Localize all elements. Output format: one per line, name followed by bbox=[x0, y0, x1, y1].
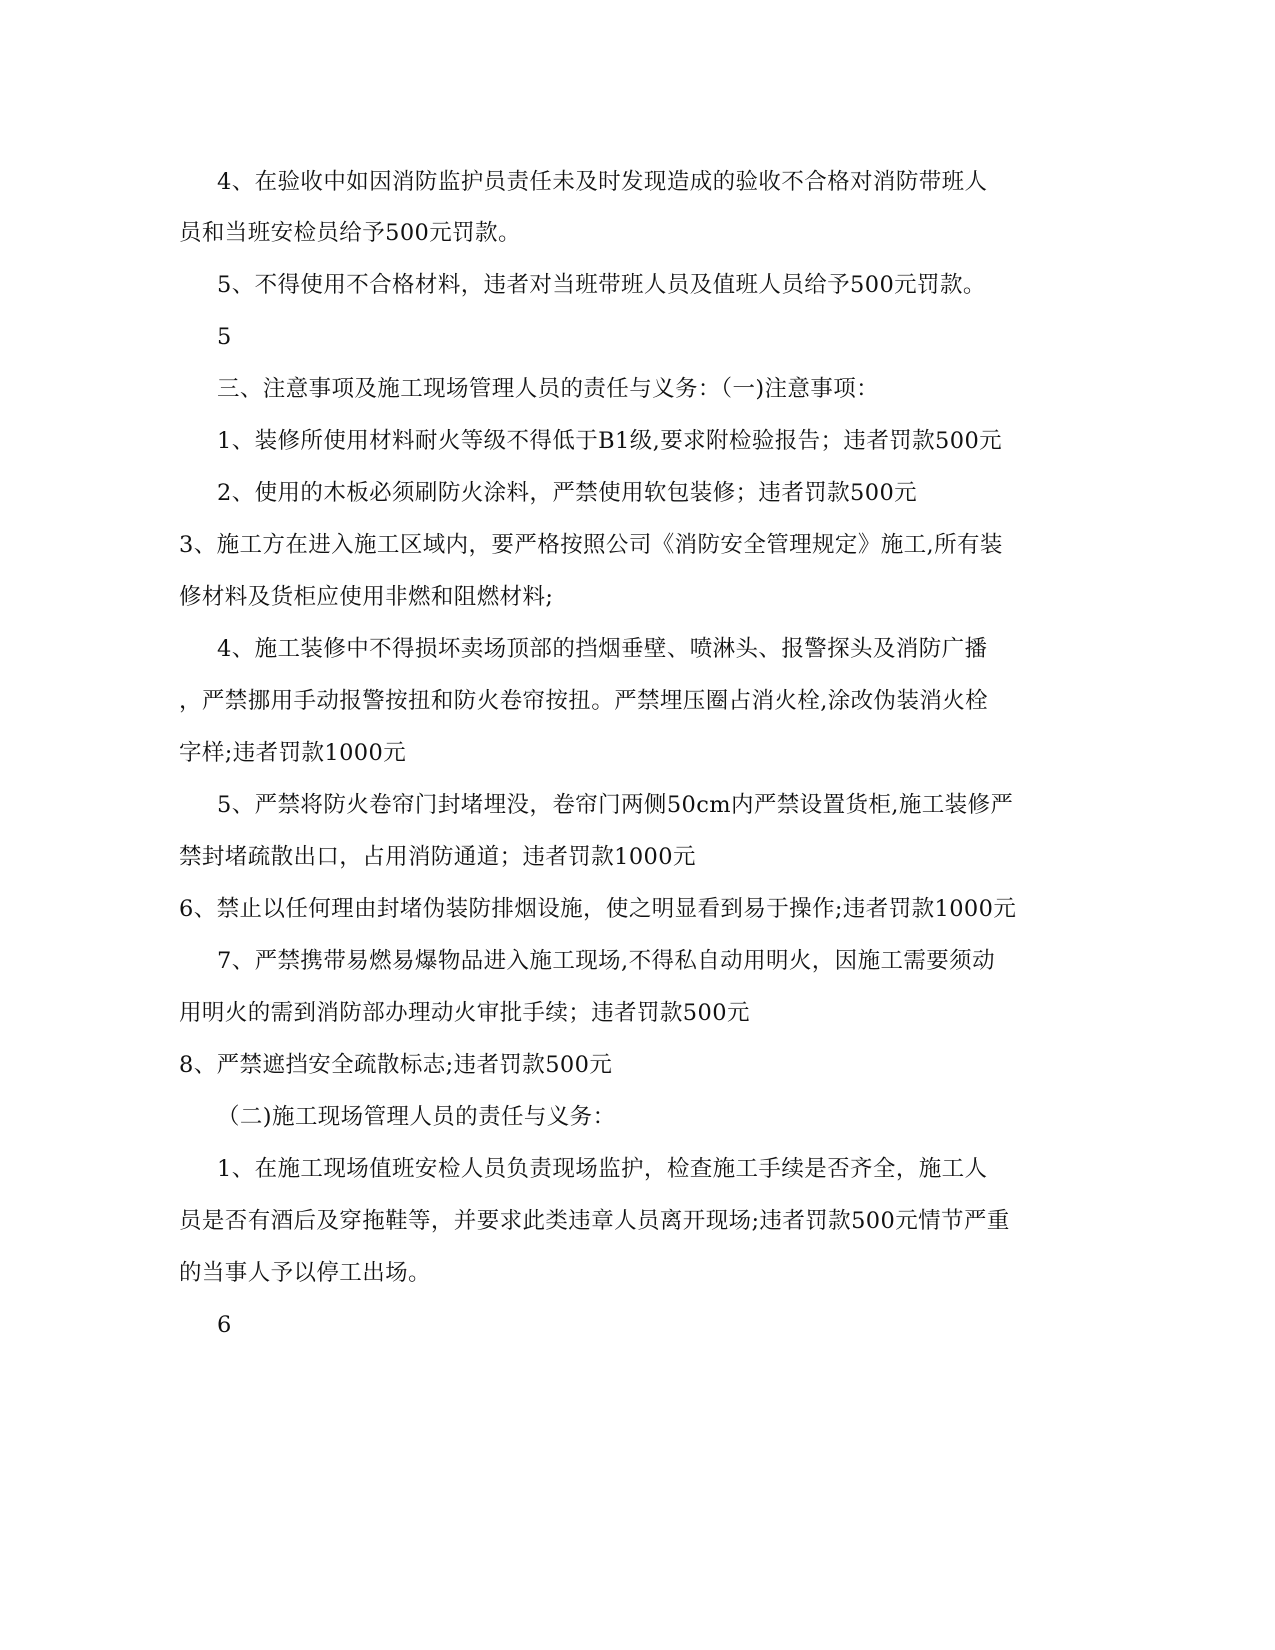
page-number: 6 bbox=[217, 1312, 232, 1338]
paragraph-line-note4: 4、施工装修中不得损坏卖场顶部的挡烟垂壁、喷淋头、报警探头及消防广播 bbox=[217, 636, 988, 662]
paragraph-line-note4-cont2: 字样;违者罚款1000元 bbox=[179, 740, 407, 766]
paragraph-line-note5: 5、严禁将防火卷帘门封堵埋没，卷帘门两侧50cm内严禁设置货柜,施工装修严 bbox=[217, 792, 1014, 818]
paragraph-line-note1: 1、装修所使用材料耐火等级不得低于B1级,要求附检验报告；违者罚款500元 bbox=[217, 428, 1003, 454]
paragraph-line-note7: 7、严禁携带易燃易爆物品进入施工现场,不得私自动用明火，因施工需要须动 bbox=[217, 948, 995, 974]
paragraph-line-duty1-cont1: 员是否有酒后及穿拖鞋等，并要求此类违章人员离开现场;违者罚款500元情节严重 bbox=[179, 1208, 1010, 1234]
paragraph-line-note6: 6、禁止以任何理由封堵伪装防排烟设施，使之明显看到易于操作;违者罚款1000元 bbox=[179, 896, 1017, 922]
paragraph-line-item5: 5、不得使用不合格材料，违者对当班带班人员及值班人员给予500元罚款。 bbox=[217, 272, 986, 298]
paragraph-line-note5-cont: 禁封堵疏散出口，占用消防通道；违者罚款1000元 bbox=[179, 844, 696, 870]
paragraph-line-note3-cont: 修材料及货柜应使用非燃和阻燃材料; bbox=[179, 584, 554, 610]
section-heading-3: 三、注意事项及施工现场管理人员的责任与义务：（一)注意事项： bbox=[217, 376, 880, 402]
paragraph-line-note3: 3、施工方在进入施工区域内，要严格按照公司《消防安全管理规定》施工,所有装 bbox=[179, 532, 1003, 558]
paragraph-line-note8: 8、严禁遮挡安全疏散标志;违者罚款500元 bbox=[179, 1052, 613, 1078]
paragraph-line-note4-cont1: ，严禁挪用手动报警按扭和防火卷帘按扭。严禁埋压圈占消火栓,涂改伪装消火栓 bbox=[179, 688, 989, 714]
paragraph-line-note2: 2、使用的木板必须刷防火涂料，严禁使用软包装修；违者罚款500元 bbox=[217, 480, 918, 506]
paragraph-line-item4: 4、在验收中如因消防监护员责任未及时发现造成的验收不合格对消防带班人 bbox=[217, 169, 988, 195]
paragraph-line-item4-cont: 员和当班安检员给予500元罚款。 bbox=[179, 220, 521, 246]
page-number: 5 bbox=[217, 324, 232, 350]
paragraph-line-duty1-cont2: 的当事人予以停工出场。 bbox=[179, 1260, 431, 1286]
subsection-heading-2: （二)施工现场管理人员的责任与义务： bbox=[217, 1104, 616, 1130]
paragraph-line-duty1: 1、在施工现场值班安检人员负责现场监护，检查施工手续是否齐全，施工人 bbox=[217, 1156, 988, 1182]
paragraph-line-note7-cont: 用明火的需到消防部办理动火审批手续；违者罚款500元 bbox=[179, 1000, 750, 1026]
